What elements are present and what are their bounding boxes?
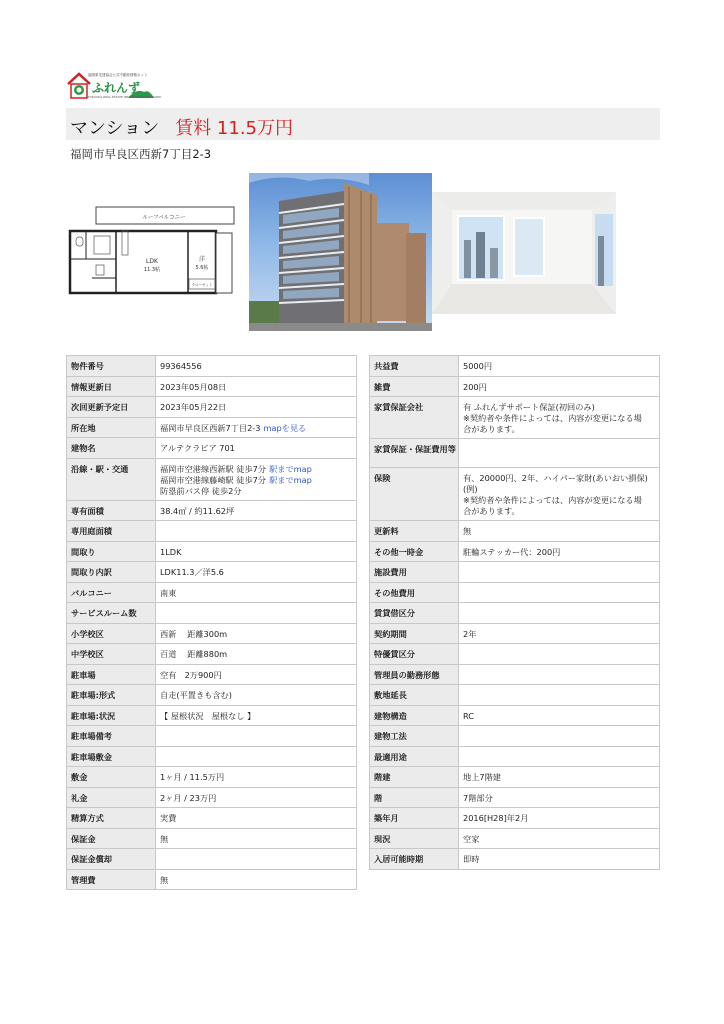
spec-label: その他費用 (370, 582, 459, 603)
map-link[interactable]: mapを見る (263, 422, 307, 433)
spec-label: 築年月 (370, 808, 459, 829)
spec-row (370, 808, 660, 829)
spec-label: 間取り内訳 (67, 562, 156, 583)
spec-value-text: RC (463, 710, 474, 721)
spec-value-text: 地上7階建 (463, 772, 501, 782)
spec-value (459, 746, 660, 767)
page-title (70, 114, 293, 140)
spec-label: サービスルーム数 (67, 603, 156, 624)
spec-value-line (463, 484, 659, 495)
spec-value-text: 駐輪ステッカー代：200円 (463, 546, 561, 557)
interior-illustration (432, 192, 616, 314)
spec-row (67, 397, 357, 418)
spec-value-text: 合があります。 (463, 424, 520, 434)
spec-value (156, 397, 357, 418)
spec-value-line (463, 413, 659, 424)
spec-value-line (160, 464, 356, 475)
spec-row (370, 397, 660, 439)
spec-label: 契約期間 (370, 623, 459, 644)
spec-label: 共益費 (370, 356, 459, 377)
spec-value-text: 無 (463, 526, 472, 536)
spec-label: 敷地延長 (370, 685, 459, 706)
spec-label: 建物工法 (370, 726, 459, 747)
spec-label: 施設費用 (370, 562, 459, 583)
spec-value-text: 2ヶ月 / 23万円 (160, 792, 217, 803)
spec-row (67, 726, 357, 747)
spec-value-text: 空家 (463, 833, 480, 844)
spec-value-text: 2023年05月22日 (160, 402, 227, 412)
interior-photo[interactable] (432, 192, 616, 314)
spec-row (370, 746, 660, 767)
spec-row (67, 644, 357, 665)
spec-row (67, 828, 357, 849)
spec-value (459, 541, 660, 562)
spec-value-text: 有、20000円、2年、ハイパー家財(あいおい損保) (463, 473, 648, 483)
spec-row (370, 767, 660, 788)
spec-value-line (160, 486, 356, 497)
spec-label: 専用庭面積 (67, 521, 156, 542)
spec-value (459, 521, 660, 542)
spec-label: バルコニー (67, 582, 156, 603)
spec-row (67, 603, 357, 624)
spec-label: 家賃保証・保証費用等 (370, 439, 459, 468)
spec-label: 駐車場:形式 (67, 685, 156, 706)
building-exterior-photo[interactable] (249, 173, 432, 331)
spec-value-text: 2016[H28]年2月 (463, 813, 529, 823)
spec-value (156, 787, 357, 808)
spec-value (459, 376, 660, 397)
spec-label: 保証金 (67, 828, 156, 849)
spec-value (156, 705, 357, 726)
spec-value-line (463, 473, 659, 484)
spec-row (370, 705, 660, 726)
spec-label: 階 (370, 787, 459, 808)
spec-value (156, 541, 357, 562)
rent-price: 賃料 11.5万円 (175, 118, 294, 139)
spec-row (67, 664, 357, 685)
spec-label: 中学校区 (67, 644, 156, 665)
spec-value (156, 726, 357, 747)
spec-value-text: ※契約者や条件によっては、内容が変更になる場 (463, 413, 642, 423)
spec-label: 小学校区 (67, 623, 156, 644)
spec-value (156, 664, 357, 685)
spec-row (370, 644, 660, 665)
ldk-size: 11.3帖 (143, 267, 161, 273)
spec-label: 専有面積 (67, 500, 156, 521)
spec-label: 雑費 (370, 376, 459, 397)
spec-label: 駐車場 (67, 664, 156, 685)
spec-row (370, 849, 660, 870)
property-type: マンション (70, 118, 160, 139)
spec-label: 駐車場備考 (67, 726, 156, 747)
listing-header (66, 108, 660, 140)
spec-row (67, 746, 357, 767)
spec-value (459, 582, 660, 603)
spec-row (67, 376, 357, 397)
spec-value (459, 726, 660, 747)
spec-value-text: 無 (160, 833, 169, 844)
spec-row (67, 458, 357, 500)
spec-row (370, 828, 660, 849)
spec-value (156, 685, 357, 706)
spec-row (370, 603, 660, 624)
spec-label: 所在地 (67, 417, 156, 438)
spec-row (67, 500, 357, 521)
spec-value (156, 767, 357, 788)
spec-value (156, 376, 357, 397)
spec-value-text: 99364556 (160, 361, 202, 371)
spec-label: 現況 (370, 828, 459, 849)
spec-label: 管理員の勤務形態 (370, 664, 459, 685)
spec-label: 駐車場:状況 (67, 705, 156, 726)
spec-value (459, 562, 660, 583)
spec-value (459, 849, 660, 870)
spec-value (459, 603, 660, 624)
spec-value (156, 582, 357, 603)
spec-value (156, 746, 357, 767)
spec-value-text: 有 ふれんずサポート保証(初回のみ) (463, 402, 595, 412)
spec-label: 階建 (370, 767, 459, 788)
spec-value (459, 828, 660, 849)
spec-label: 精算方式 (67, 808, 156, 829)
balcony-label: ルーフバルコニー (142, 215, 186, 221)
spec-label: 最適用途 (370, 746, 459, 767)
building-illustration (249, 173, 432, 331)
spec-row (370, 376, 660, 397)
spec-value (459, 705, 660, 726)
spec-label: 管理費 (67, 869, 156, 890)
spec-row (370, 664, 660, 685)
spec-table-right (369, 355, 660, 870)
spec-row (67, 356, 357, 377)
spec-label: 建物名 (67, 438, 156, 459)
spec-value (156, 438, 357, 459)
spec-value-text: 防塁前バス停 徒歩2分 (160, 485, 242, 496)
spec-value (156, 869, 357, 890)
spec-label: 礼金 (67, 787, 156, 808)
spec-value-text: 実費 (160, 813, 177, 823)
spec-row (67, 767, 357, 788)
closet-label: クローゼット (191, 283, 213, 287)
spec-label: 物件番号 (67, 356, 156, 377)
spec-label: 賃貸借区分 (370, 603, 459, 624)
spec-value (459, 356, 660, 377)
spec-value-line (463, 424, 659, 435)
spec-value (156, 849, 357, 870)
spec-value (156, 623, 357, 644)
spec-value (156, 500, 357, 521)
spec-value-line (463, 402, 659, 413)
spec-value-text: 【 屋根状況 屋根なし 】 (160, 710, 256, 721)
spec-label: 間取り (67, 541, 156, 562)
spec-value-text: (例) (463, 484, 478, 494)
spec-label: 家賃保証会社 (370, 397, 459, 439)
spec-row (67, 849, 357, 870)
spec-row (370, 623, 660, 644)
spec-row (67, 787, 357, 808)
spec-value-text: 2年 (463, 628, 477, 639)
ldk-label: LDK (146, 258, 158, 265)
spec-row (370, 521, 660, 542)
spec-row (370, 562, 660, 583)
spec-value (459, 685, 660, 706)
spec-value (459, 664, 660, 685)
spec-row (67, 417, 357, 438)
spec-label: 特優賃区分 (370, 644, 459, 665)
spec-label: 入居可能時期 (370, 849, 459, 870)
floorplan-image[interactable] (66, 203, 244, 301)
spec-value (156, 458, 357, 500)
spec-label: 沿線・駅・交通 (67, 458, 156, 500)
logo-subtitle: 福岡県宅建協会公式不動産情報ネット (88, 73, 148, 77)
spec-value-text: 南東 (160, 587, 177, 598)
floorplan-drawing (66, 203, 244, 301)
spec-label: 保証金償却 (67, 849, 156, 870)
spec-label: 情報更新日 (67, 376, 156, 397)
spec-value (459, 644, 660, 665)
spec-value-text: アルテクラビア 701 (160, 443, 235, 453)
spec-row (67, 869, 357, 890)
property-address: 福岡市早良区西新7丁目2-3 (70, 147, 212, 161)
spec-label: 更新料 (370, 521, 459, 542)
spec-label: 保険 (370, 468, 459, 521)
spec-value-text: 1ヶ月 / 11.5万円 (160, 772, 225, 782)
spec-row (67, 808, 357, 829)
spec-label: 建物構造 (370, 705, 459, 726)
spec-value (459, 808, 660, 829)
spec-row (370, 468, 660, 521)
spec-row (370, 356, 660, 377)
spec-value (459, 767, 660, 788)
spec-value-text: 西新 距離300m (160, 628, 228, 639)
spec-row (370, 787, 660, 808)
spec-value (156, 828, 357, 849)
spec-value-text: LDK11.3／洋5.6 (160, 567, 224, 577)
logo-tagline: FUKUOKA REAL ESTATE INFORMATION NETWORK (88, 95, 162, 99)
spec-value (156, 356, 357, 377)
spec-value (459, 623, 660, 644)
spec-value-line (463, 495, 659, 506)
spec-value-text: 自走(平置きも含む) (160, 690, 232, 700)
spec-row (370, 439, 660, 468)
spec-value (156, 562, 357, 583)
spec-value (459, 439, 660, 468)
western-room-size: 5.6帖 (195, 265, 209, 271)
spec-value (156, 521, 357, 542)
spec-row (370, 582, 660, 603)
spec-row (67, 582, 357, 603)
spec-value-text: ※契約者や条件によっては、内容が変更になる場 (463, 495, 642, 505)
spec-value-text: 無 (160, 874, 169, 885)
spec-value-text: 福岡市空港線藤崎駅 徒歩7分 (160, 474, 267, 485)
spec-row (67, 705, 357, 726)
spec-row (67, 438, 357, 459)
spec-value-text: 7階部分 (463, 792, 493, 803)
spec-row (370, 726, 660, 747)
spec-value-text: 福岡市早良区西新7丁目2-3 (160, 422, 261, 433)
spec-row (67, 562, 357, 583)
station-map-link[interactable]: 駅までmap (269, 463, 312, 474)
spec-value (459, 397, 660, 439)
spec-value (459, 468, 660, 521)
spec-value-text: 200円 (463, 381, 487, 392)
spec-value-line (160, 475, 356, 486)
spec-value-text: 百道 距離880m (160, 649, 228, 659)
spec-value-text: 1LDK (160, 546, 182, 557)
spec-table-left (66, 355, 357, 890)
station-map-link[interactable]: 駅までmap (269, 474, 312, 485)
spec-value-text: 5000円 (463, 361, 493, 371)
spec-value-text: 即時 (463, 854, 480, 864)
spec-row (67, 521, 357, 542)
spec-value-text: 38.4㎡ / 約11.62坪 (160, 505, 235, 516)
spec-value (156, 808, 357, 829)
spec-row (67, 685, 357, 706)
spec-row (67, 541, 357, 562)
logo-name: ふれんず (92, 81, 141, 95)
spec-label: 敷金 (67, 767, 156, 788)
spec-label: 駐車場敷金 (67, 746, 156, 767)
spec-value-line (463, 506, 659, 517)
site-logo[interactable] (66, 72, 162, 102)
spec-row (67, 623, 357, 644)
spec-value (156, 603, 357, 624)
spec-value (459, 787, 660, 808)
spec-value (156, 644, 357, 665)
spec-value-text: 合があります。 (463, 506, 520, 516)
spec-value-text: 空有 2万900円 (160, 669, 222, 680)
spec-row (370, 541, 660, 562)
spec-value-text: 2023年05月08日 (160, 381, 227, 392)
western-room-label: 洋 (198, 256, 206, 263)
spec-row (370, 685, 660, 706)
spec-label: その他一時金 (370, 541, 459, 562)
spec-value (156, 417, 357, 438)
spec-label: 次回更新予定日 (67, 397, 156, 418)
spec-value-text: 福岡市空港線西新駅 徒歩7分 (160, 463, 267, 474)
